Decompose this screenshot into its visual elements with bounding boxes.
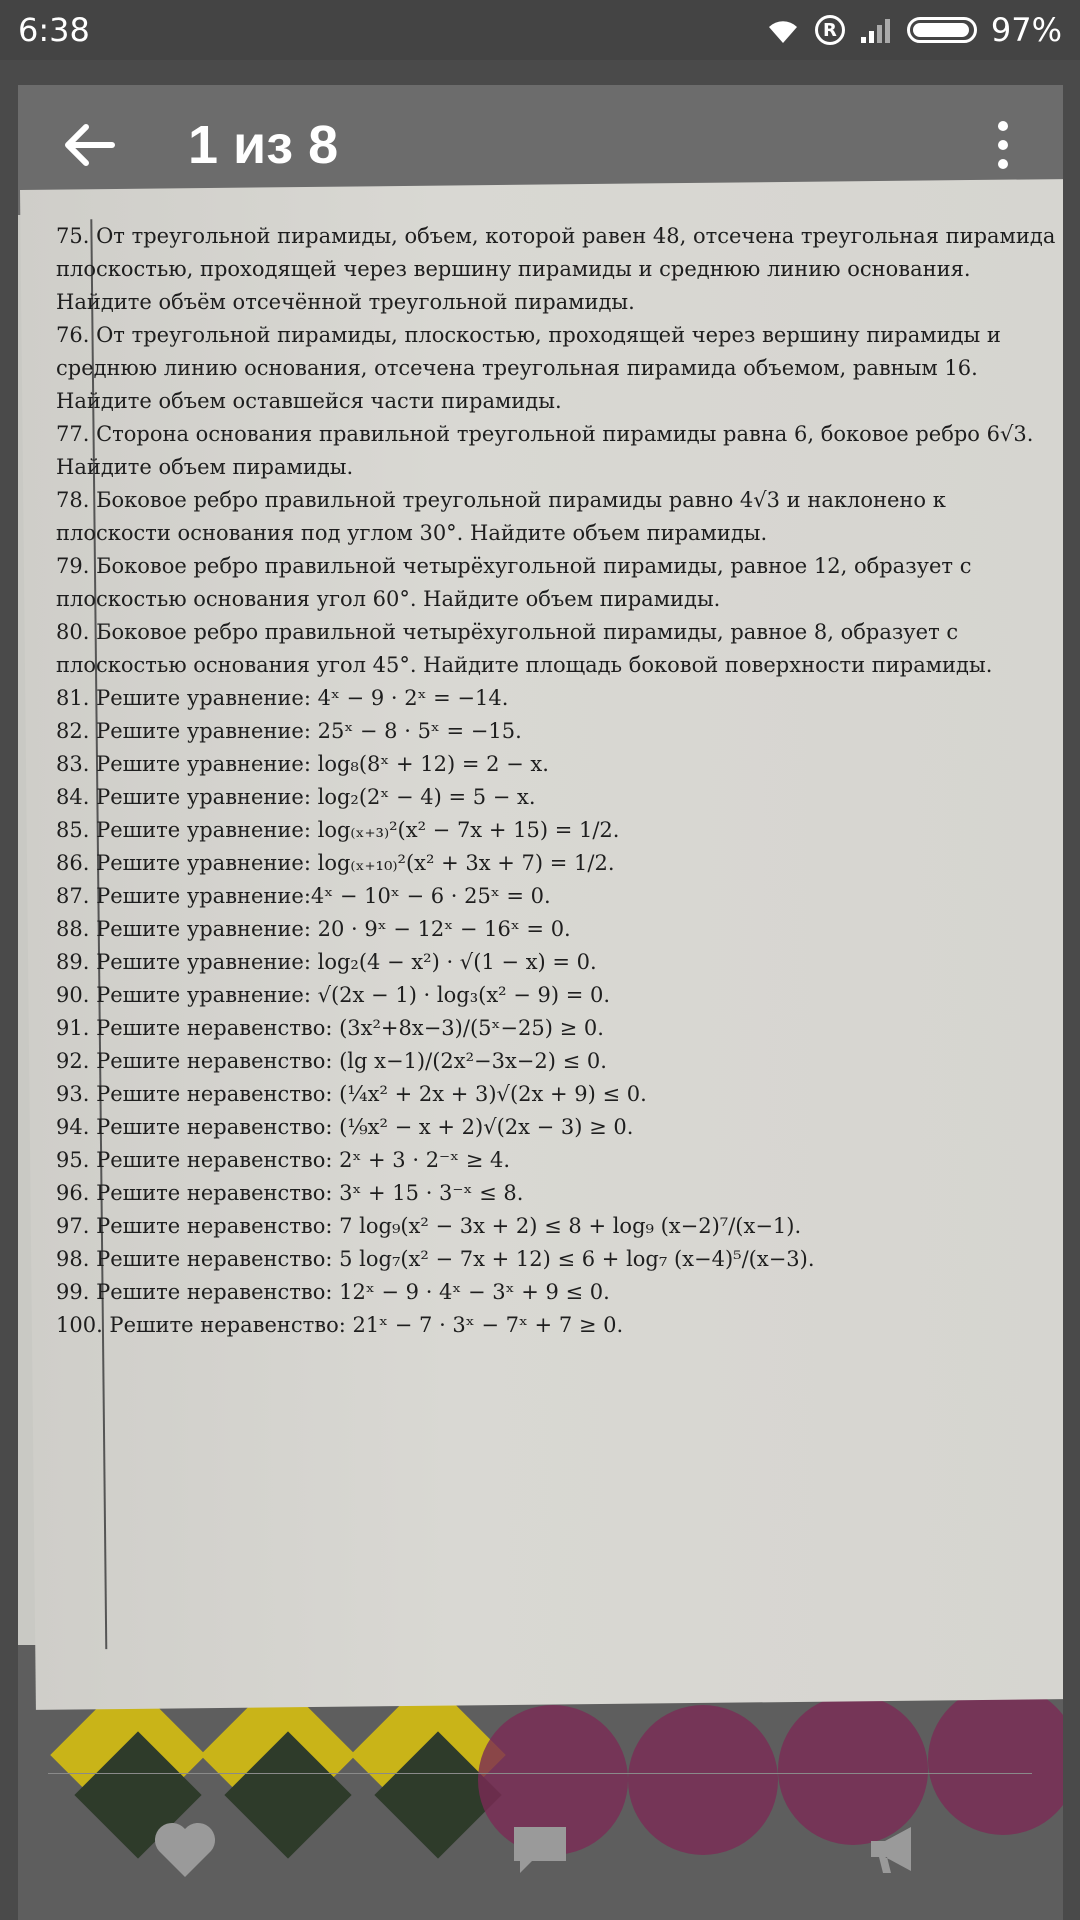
problem-item: 79. Боковое ребро правильной четырёхугольной пирамиды, равное 12, образует с плоскостью основания угол 60°. Найдите объем пирамиды. [56,554,972,611]
more-options-button[interactable] [973,105,1033,185]
problem-item: 84. Решите уравнение: log₂(2ˣ − 4) = 5 − x. [56,785,536,809]
problem-item: 77. Сторона основания правильной треугольной пирамиды равна 6, боковое ребро 6√3. Найдите объем пирамиды. [56,422,1034,479]
problem-item: 99. Решите неравенство: 12ˣ − 9 · 4ˣ − 3ˣ + 9 ≤ 0. [56,1280,610,1304]
signal-icon [859,15,893,45]
problem-item: 98. Решите неравенство: 5 log₇(x² − 7x + 12) ≤ 6 + log₇ (x−4)⁵/(x−3). [56,1247,815,1271]
bottom-divider [48,1773,1032,1774]
problem-item: 81. Решите уравнение: 4ˣ − 9 · 2ˣ = −14. [56,686,509,710]
status-time: 6:38 [18,11,90,49]
problem-item: 88. Решите уравнение: 20 · 9ˣ − 12ˣ − 16ˣ = 0. [56,917,571,941]
battery-level: 97% [990,11,1062,49]
wifi-icon [765,15,801,45]
arrow-left-icon [60,121,116,169]
problem-item: 100. Решите неравенство: 21ˣ − 7 · 3ˣ − 7ˣ + 7 ≥ 0. [56,1313,624,1337]
bottom-action-bar [0,1790,1080,1910]
problem-list [56,220,1056,1342]
problem-item: 76. От треугольной пирамиды, плоскостью, проходящей через вершину пирамиды и среднюю линию основания, отсечена треугольная пирамида объемом, равным 16. Найдите объем оставшейся части пирамиды. [56,323,1001,413]
problem-item: 93. Решите неравенство: (¼x² + 2x + 3)√(2x + 9) ≤ 0. [56,1082,647,1106]
problem-item: 91. Решите неравенство: (3x²+8x−3)/(5ˣ−25) ≥ 0. [56,1016,604,1040]
report-button[interactable] [850,1805,940,1895]
problem-item: 96. Решите неравенство: 3ˣ + 15 · 3⁻ˣ ≤ 8. [56,1181,524,1205]
like-button[interactable] [140,1805,230,1895]
more-vert-dot [998,159,1008,169]
problem-item: 78. Боковое ребро правильной треугольной пирамиды равно 4√3 и наклонено к плоскости основания под углом 30°. Найдите объем пирамиды. [56,488,946,545]
problem-item: 86. Решите уравнение: log₍ₓ₊₁₀₎²(x² + 3x + 7) = 1/2. [56,851,615,875]
problem-item: 95. Решите неравенство: 2ˣ + 3 · 2⁻ˣ ≥ 4. [56,1148,511,1172]
status-icons [765,11,1062,49]
problem-item: 75. От треугольной пирамиды, объем, которой равен 48, отсечена треугольная пирамида плоскостью, проходящей через вершину пирамиды и среднюю линию основания. Найдите объём отсечённой треугольной пирамиды. [56,224,1056,314]
comment-icon [510,1821,570,1879]
problem-item: 87. Решите уравнение:4ˣ − 10ˣ − 6 · 25ˣ = 0. [56,884,551,908]
battery-icon [907,17,977,43]
problem-item: 82. Решите уравнение: 25ˣ − 8 · 5ˣ = −15. [56,719,522,743]
problem-item: 89. Решите уравнение: log₂(4 − x²) · √(1 − x) = 0. [56,950,597,974]
problem-item: 80. Боковое ребро правильной четырёхугольной пирамиды, равное 8, образует с плоскостью основания угол 45°. Найдите площадь боковой поверхности пирамиды. [56,620,993,677]
problem-item: 94. Решите неравенство: (⅑x² − x + 2)√(2x − 3) ≥ 0. [56,1115,634,1139]
megaphone-icon [865,1821,925,1879]
roaming-icon: R [815,15,845,45]
back-button[interactable] [48,105,128,185]
heart-icon [153,1821,217,1879]
photo-viewer[interactable] [18,85,1063,1920]
problem-item: 85. Решите уравнение: log₍ₓ₊₃₎²(x² − 7x + 15) = 1/2. [56,818,620,842]
more-vert-icon [998,121,1008,131]
problem-item: 83. Решите уравнение: log₈(8ˣ + 12) = 2 − x. [56,752,549,776]
more-vert-dot [998,140,1008,150]
app-bar [18,85,1063,205]
status-bar [0,0,1080,60]
problem-item: 97. Решите неравенство: 7 log₉(x² − 3x + 2) ≤ 8 + log₉ (x−2)⁷/(x−1). [56,1214,802,1238]
problem-item: 92. Решите неравенство: (lg x−1)/(2x²−3x−2) ≤ 0. [56,1049,607,1073]
page-indicator: 1 из 8 [188,115,339,175]
problem-item: 90. Решите уравнение: √(2x − 1) · log₃(x² − 9) = 0. [56,983,611,1007]
comment-button[interactable] [495,1805,585,1895]
